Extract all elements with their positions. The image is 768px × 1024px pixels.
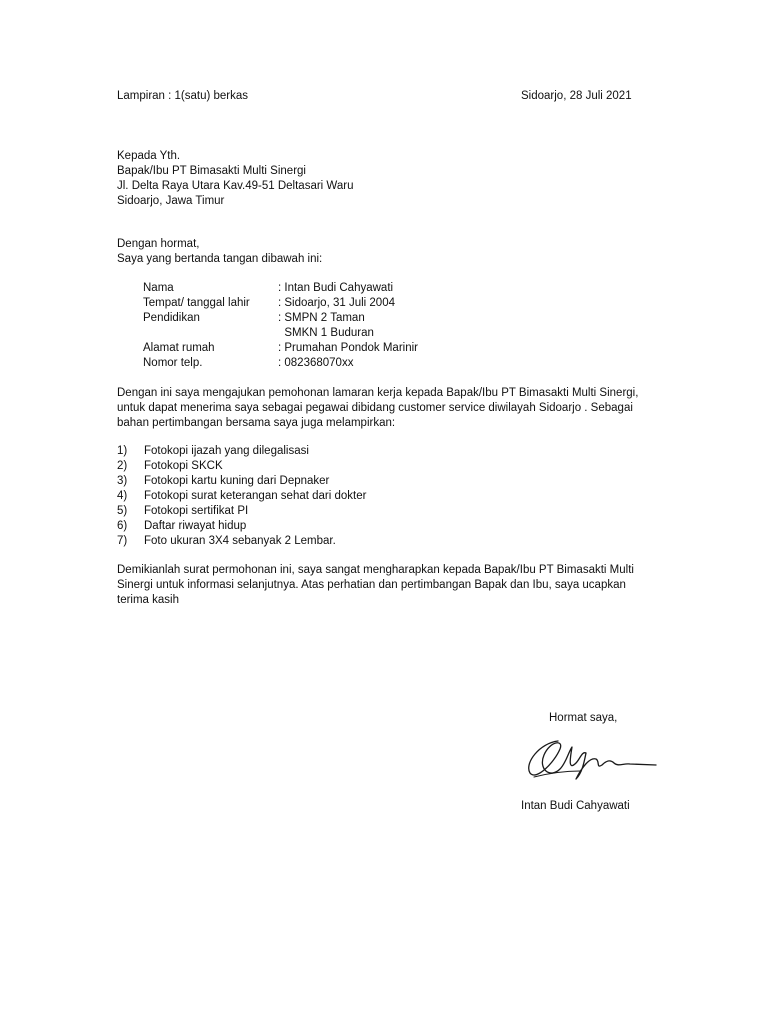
identity-label: Nama (143, 282, 174, 294)
signature-icon (520, 733, 658, 785)
list-number: 1) (117, 445, 128, 457)
paragraph-line: Dengan ini saya mengajukan pemohonan lamaran kerja kepada Bapak/Ibu PT Bimasakti Multi Sinergi, (117, 387, 639, 399)
greeting (117, 237, 322, 267)
paragraph-line: terima kasih (117, 594, 179, 606)
list-text: Daftar riwayat hidup (144, 520, 247, 532)
recipient-line: Sidoarjo, Jawa Timur (117, 195, 225, 207)
identity-value: SMKN 1 Buduran (278, 327, 374, 339)
recipient-line: Jl. Delta Raya Utara Kav.49-51 Deltasari Waru (117, 180, 354, 192)
paragraph-line: Demikianlah surat permohonan ini, saya sangat mengharapkan kepada Bapak/Ibu PT Bimasakti Multi (117, 564, 634, 576)
list-text: Foto ukuran 3X4 sebanyak 2 Lembar. (144, 535, 336, 547)
recipient-line: Bapak/Ibu PT Bimasakti Multi Sinergi (117, 165, 306, 177)
signer-name: Intan Budi Cahyawati (521, 800, 630, 812)
paragraph-line: Sinergi untuk informasi selanjutnya. Atas perhatian dan pertimbangan Bapak dan Ibu, saya ucapkan (117, 579, 626, 591)
identity-value: : 082368070xx (278, 357, 354, 369)
paragraph-line: bahan pertimbangan bersama saya juga melampirkan: (117, 417, 396, 429)
greeting-line: Dengan hormat, (117, 238, 200, 250)
list-number: 3) (117, 475, 128, 487)
list-text: Fotokopi surat keterangan sehat dari dokter (144, 490, 367, 502)
list-number: 4) (117, 490, 128, 502)
identity-label: Pendidikan (143, 312, 200, 324)
identity-value: : Sidoarjo, 31 Juli 2004 (278, 297, 395, 309)
list-number: 6) (117, 520, 128, 532)
application-paragraph (117, 386, 638, 431)
recipient-line: Kepada Yth. (117, 150, 181, 162)
identity-label: Nomor telp. (143, 357, 203, 369)
paragraph-line: untuk dapat menerima saya sebagai pegawai dibidang customer service diwilayah Sidoarjo . Sebagai (117, 402, 633, 414)
closing-paragraph (117, 563, 634, 608)
list-text: Fotokopi SKCK (144, 460, 223, 472)
list-number: 5) (117, 505, 128, 517)
list-text: Fotokopi ijazah yang dilegalisasi (144, 445, 309, 457)
place-date: Sidoarjo, 28 Juli 2021 (521, 90, 632, 102)
sign-off-greeting: Hormat saya, (549, 712, 618, 724)
identity-value: : Prumahan Pondok Marinir (278, 342, 418, 354)
identity-value: : Intan Budi Cahyawati (278, 282, 394, 294)
greeting-line: Saya yang bertanda tangan dibawah ini: (117, 253, 323, 265)
identity-label: Tempat/ tanggal lahir (143, 297, 250, 309)
recipient-address (117, 149, 353, 209)
attachment-count: Lampiran : 1(satu) berkas (117, 90, 249, 102)
identity-value: : SMPN 2 Taman (278, 312, 365, 324)
list-number: 7) (117, 535, 128, 547)
list-text: Fotokopi kartu kuning dari Depnaker (144, 475, 330, 487)
list-text: Fotokopi sertifikat PI (144, 505, 249, 517)
list-number: 2) (117, 460, 128, 472)
identity-label: Alamat rumah (143, 342, 215, 354)
